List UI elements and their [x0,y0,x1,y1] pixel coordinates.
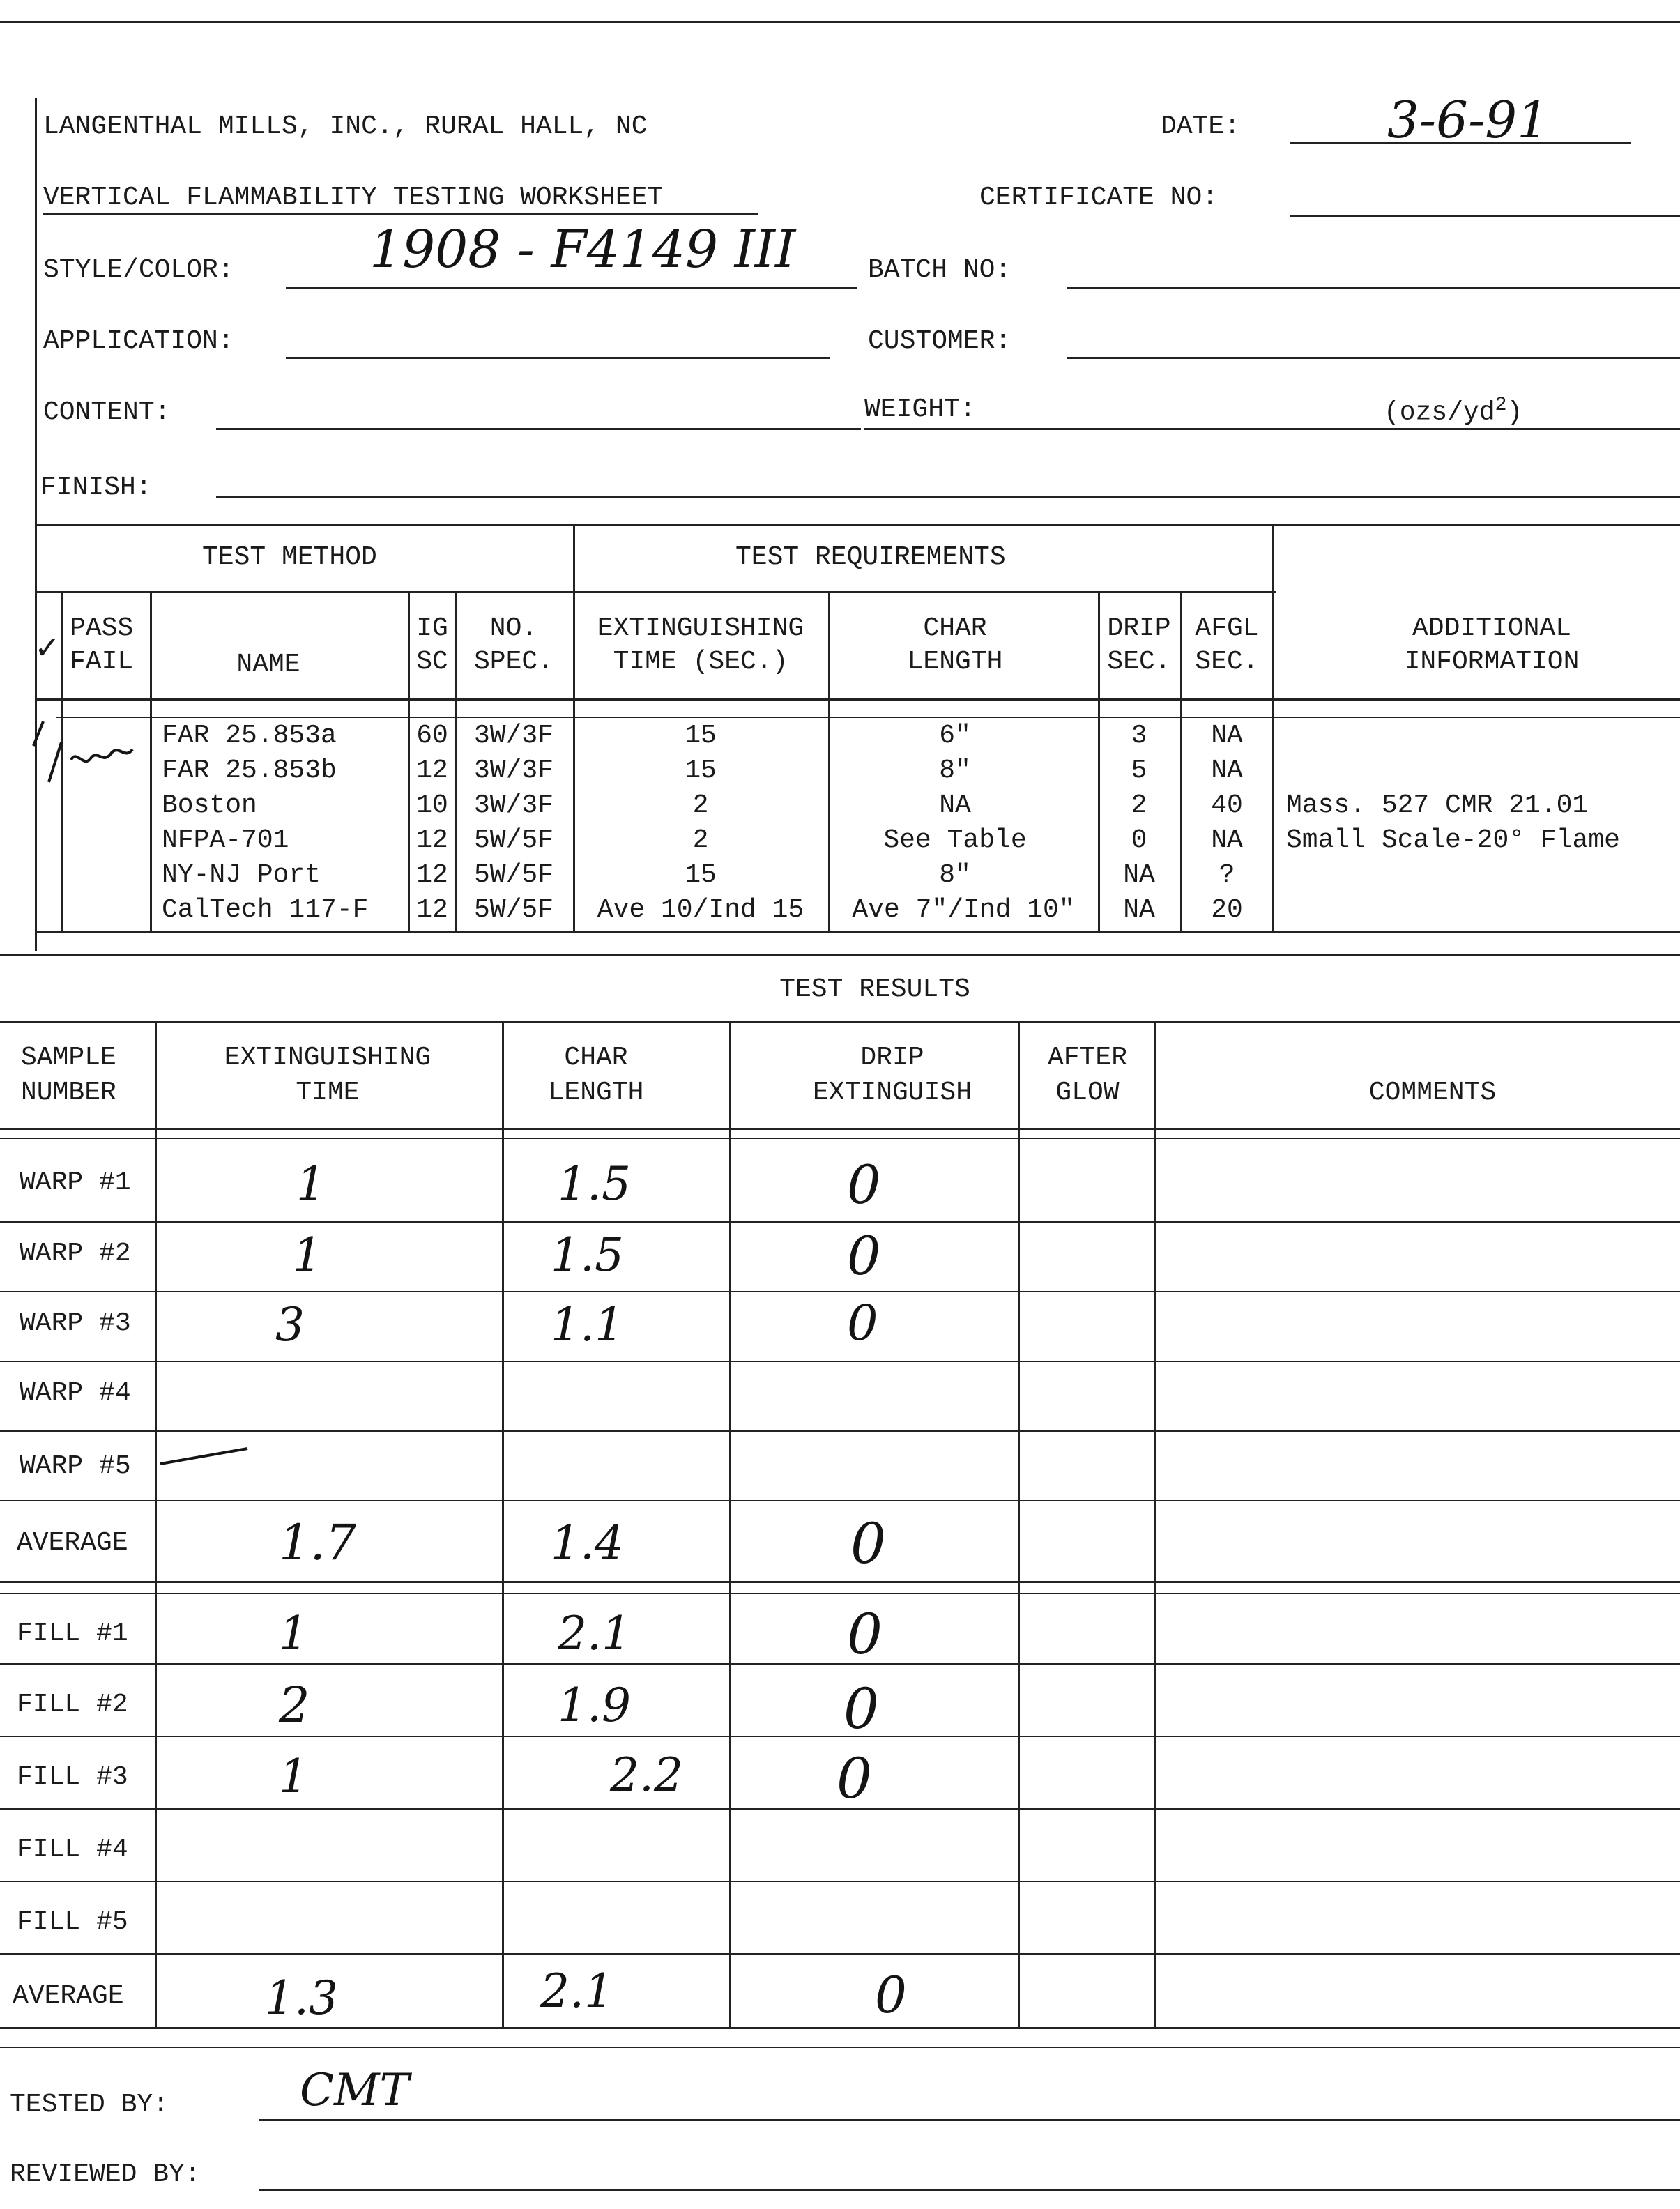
methods-top-line [35,524,1680,526]
group-test-method: TEST METHOD [202,542,377,572]
application-label: APPLICATION: [43,326,234,356]
results-title: TEST RESULTS [779,974,970,1004]
method-igsc: 12 [416,860,448,890]
results-row-line [0,1430,1680,1432]
methods-col-afgl [1180,591,1182,931]
results-col-comments: COMMENTS [1368,1078,1497,1108]
col-fail: FAIL [70,647,134,677]
worksheet-title: VERTICAL FLAMMABILITY TESTING WORKSHEET [43,183,664,213]
methods-row-line-1 [56,717,1680,718]
results-col-ext [502,1021,504,2027]
results-col-sample-2: NUMBER [21,1078,116,1108]
tested-by-signature: CMT [300,2065,410,2116]
char-length-value: 1.5 [551,1228,624,1282]
method-ext: Ave 10/Ind 15 [597,895,804,925]
method-char: 8" [939,756,971,786]
certificate-line [1290,215,1680,217]
weight-unit-text: (ozs/yd [1384,397,1495,428]
results-row-line [0,1361,1680,1362]
methods-col-char [828,591,830,931]
results-col-after [1154,1021,1156,2027]
method-spec: 5W/5F [473,895,554,925]
results-header-bottom [0,1128,1680,1130]
method-afgl: ? [1219,860,1235,890]
results-section-line-2 [0,1593,1680,1594]
finish-line [216,496,1680,498]
content-label: CONTENT: [43,397,171,427]
method-igsc: 12 [416,756,448,786]
weight-unit-superscript: 2 [1495,395,1507,416]
results-row-line [0,1953,1680,1955]
method-ext: 15 [685,756,717,786]
method-spec: 3W/3F [473,721,554,751]
methods-col-no [455,591,457,931]
methods-group-line [35,591,1276,593]
results-header-bottom-2 [0,1138,1680,1139]
method-char: NA [939,790,971,820]
method-char: 6" [939,721,971,751]
col-spec: SPEC. [473,647,554,677]
weight-line [864,428,1680,430]
method-info: Mass. 527 CMR 21.01 [1286,790,1589,820]
method-ext: 2 [692,790,709,820]
col-afgl-1: AFGL [1195,613,1259,643]
style-color-label: STYLE/COLOR: [43,255,234,285]
ext-time-value: 3 [275,1298,305,1352]
worksheet-title-underline [43,213,758,215]
results-section-line [0,1581,1680,1583]
date-value: 3-6-91 [1387,91,1549,149]
method-ext: 15 [685,860,717,890]
application-line [286,357,830,359]
char-length-value: 2.2 [610,1748,683,1802]
group-test-requirements: TEST REQUIREMENTS [735,542,1006,572]
col-ext-2: TIME (SEC.) [613,647,788,677]
results-col-drip-2: EXTINGUISH [812,1078,972,1108]
results-row-line [0,1736,1680,1737]
sample-label: WARP #3 [20,1308,131,1338]
drip-value: 0 [847,1225,881,1287]
drip-value: 0 [837,1746,872,1811]
results-col-ext-2: TIME [296,1078,360,1108]
method-afgl: 20 [1211,895,1243,925]
col-name: NAME [236,650,300,680]
methods-col-ext [573,524,575,931]
method-drip: 5 [1131,756,1147,786]
warp5-dash-mark [157,1443,254,1471]
reviewed-by-label: REVIEWED BY: [10,2160,201,2189]
results-col-char-1: CHAR [564,1043,628,1073]
sample-label: WARP #5 [20,1451,131,1481]
col-add-2: INFORMATION [1404,647,1580,677]
col-afgl-2: SEC. [1195,647,1259,677]
method-char: Ave 7"/Ind 10" [852,895,1075,925]
drip-value: 0 [847,1602,883,1667]
col-drip-1: DRIP [1107,613,1171,643]
sample-label: WARP #4 [20,1378,131,1408]
method-afgl: 40 [1211,790,1243,820]
weight-unit [1384,395,1522,428]
company-name: LANGENTHAL MILLS, INC., RURAL HALL, NC [43,112,648,142]
method-afgl: NA [1211,756,1243,786]
method-drip: 3 [1131,721,1147,751]
method-name: CalTech 117-F [162,895,369,925]
drip-value: 0 [847,1294,878,1352]
results-col-drip-1: DRIP [860,1043,924,1073]
results-row-line [0,1663,1680,1665]
col-drip-2: SEC. [1107,647,1171,677]
check-mark: ✓ [36,629,59,670]
method-name: FAR 25.853b [162,756,337,786]
methods-col-drip [1098,591,1100,931]
ext-time-value: 1 [296,1157,326,1211]
style-color-value: 1908 - F4149 III [369,220,796,280]
col-sc: SC [416,647,448,677]
methods-bottom-line [35,931,1680,933]
method-drip: 0 [1131,825,1147,855]
method-afgl: NA [1211,721,1243,751]
methods-col-ig [408,591,410,931]
drip-value: 0 [875,1966,907,2024]
results-row-line [0,1291,1680,1292]
batch-label: BATCH NO: [868,255,1011,285]
col-ext-1: EXTINGUISHING [597,613,804,643]
results-row-line [0,1500,1680,1501]
footer-top-line [0,2047,1680,2048]
method-igsc: 12 [416,895,448,925]
ext-time-value: 1.7 [279,1514,357,1571]
method-drip: 2 [1131,790,1147,820]
sample-label: AVERAGE [13,1981,124,2011]
char-length-value: 1.1 [551,1298,624,1352]
reviewed-by-line [259,2189,1680,2191]
method-spec: 3W/3F [473,790,554,820]
ext-time-value: 2 [279,1676,310,1734]
method-spec: 3W/3F [473,756,554,786]
method-name: FAR 25.853a [162,721,337,751]
sample-label: FILL #5 [17,1907,128,1937]
method-name: NY-NJ Port [162,860,321,890]
finish-label: FINISH: [40,473,152,503]
results-bottom-line [0,2027,1680,2029]
results-row-line [0,1221,1680,1223]
method-spec: 5W/5F [473,860,554,890]
batch-line [1067,287,1680,289]
method-drip: NA [1123,895,1155,925]
results-col-sample [155,1021,157,2027]
ext-time-value: 1.3 [265,1971,338,2025]
method-info: Small Scale-20° Flame [1286,825,1620,855]
results-col-sample-1: SAMPLE [21,1043,116,1073]
certificate-label: CERTIFICATE NO: [979,183,1219,213]
sample-label: FILL #4 [17,1835,128,1865]
content-line [216,428,861,430]
method-spec: 5W/5F [473,825,554,855]
method-name: NFPA-701 [162,825,289,855]
drip-value: 0 [847,1154,881,1216]
methods-col-info [1272,524,1274,931]
drip-value: 0 [843,1676,879,1741]
top-border [0,21,1680,23]
tested-by-label: TESTED BY: [10,2090,169,2120]
method-char: 8" [939,860,971,890]
tested-by-line [259,2119,1680,2121]
customer-label: CUSTOMER: [868,326,1011,356]
style-color-line [286,287,857,289]
results-top-line [0,954,1680,956]
char-length-value: 1.4 [551,1516,624,1570]
pass-mark-scribble [28,718,160,788]
results-header-top [0,1021,1680,1023]
weight-label: WEIGHT: [864,395,976,425]
methods-header-line [35,698,1680,701]
method-ext: 2 [692,825,709,855]
method-afgl: NA [1211,825,1243,855]
sample-label: WARP #1 [20,1168,131,1198]
sample-label: FILL #2 [17,1690,128,1720]
char-length-value: 1.9 [558,1679,631,1732]
sample-label: AVERAGE [17,1528,128,1558]
sample-label: FILL #3 [17,1762,128,1792]
method-igsc: 60 [416,721,448,751]
col-no: NO. [489,613,538,643]
results-col-char [729,1021,731,2027]
col-char-1: CHAR [923,613,987,643]
date-label: DATE: [1161,112,1241,142]
drip-value: 0 [850,1511,886,1576]
char-length-value: 1.5 [558,1157,631,1211]
weight-unit-close: ) [1506,397,1523,428]
col-ig: IG [416,613,448,643]
results-col-after-1: AFTER [1047,1043,1128,1073]
ext-time-value: 1 [293,1228,322,1282]
sample-label: FILL #1 [17,1619,128,1649]
method-igsc: 12 [416,825,448,855]
method-ext: 15 [685,721,717,751]
col-char-2: LENGTH [907,647,1003,677]
method-drip: NA [1123,860,1155,890]
ext-time-value: 1 [279,1607,308,1660]
char-length-value: 2.1 [540,1964,613,2018]
results-col-ext-1: EXTINGUISHING [224,1043,432,1073]
results-row-line [0,1881,1680,1882]
customer-line [1067,357,1680,359]
char-length-value: 2.1 [558,1607,631,1660]
results-col-after-2: GLOW [1055,1078,1120,1108]
ext-time-value: 1 [279,1750,308,1803]
results-col-char-2: LENGTH [548,1078,644,1108]
results-col-drip [1018,1021,1020,2027]
col-pass: PASS [70,613,134,643]
method-char: See Table [883,825,1027,855]
col-add-1: ADDITIONAL [1412,613,1572,643]
sample-label: WARP #2 [20,1239,131,1269]
method-name: Boston [162,790,257,820]
method-igsc: 10 [416,790,448,820]
